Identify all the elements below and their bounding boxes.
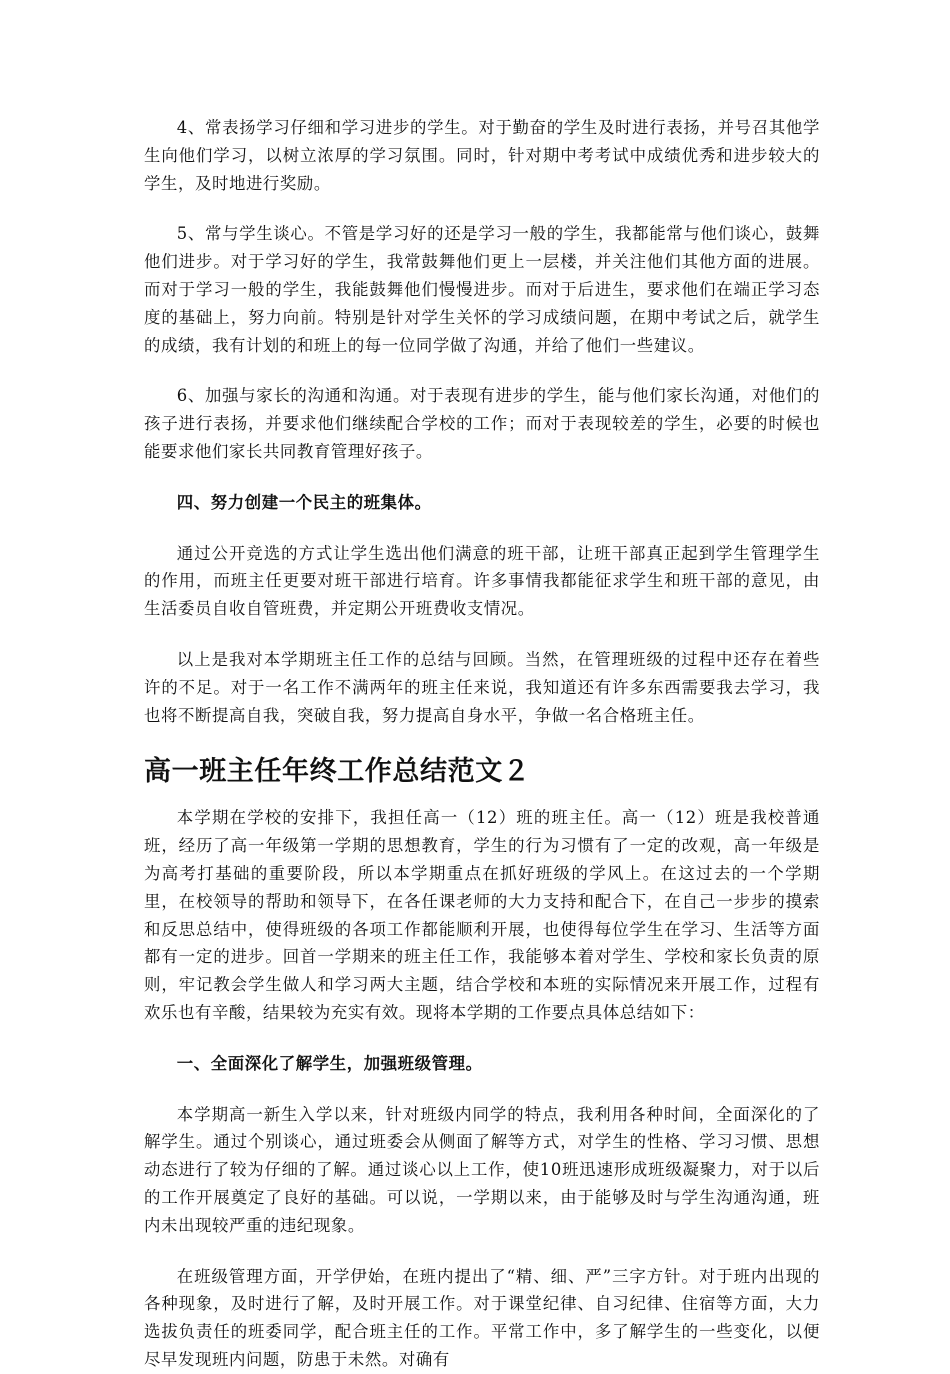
paragraph-class-cadre-election: 通过公开竞选的方式让学生选出他们满意的班干部，让班干部真正起到学生管理学生的作用，而班主任更要对班干部进行培育。许多事情我都能征求学生和班干部的意见，由生活委员自收自管班费，并定期公开班费收支情况。 [144, 543, 820, 619]
paragraph-parent-communication: 6、加强与家长的沟通和沟通。对于表现有进步的学生，能与他们家长沟通，对他们的孩子进行表扬，并要求他们继续配合学校的工作；而对于表现较差的学生，必要的时候也能要求他们家长共同教育管理好孩子。 [144, 386, 820, 461]
paragraph-praise-students: 4、常表扬学习仔细和学习进步的学生。对于勤奋的学生及时进行表扬，并号召其他学生向他们学习，以树立浓厚的学习氛围。同时，针对期中考考试中成绩优秀和进步较大的学生，及时地进行奖励。 [144, 118, 820, 193]
paragraph-understand-students: 本学期高一新生入学以来，针对班级内同学的特点，我利用各种时间，全面深化的了解学生。通过个别谈心，通过班委会从侧面了解等方式，对学生的性格、学习习惯、思想动态进行了较为仔细的了解。通过谈心以上工作，使10班迅速形成班级凝聚力，对于以后的工作开展奠定了良好的基础。可以说，一学期以来，由于能够及时与学生沟通沟通，班内未出现较严重的违纪现象。 [144, 1104, 820, 1235]
section-heading-understand-students: 一、全面深化了解学生，加强班级管理。 [176, 1053, 483, 1073]
document-title-2: 高一班主任年终工作总结范文２ [144, 756, 531, 788]
paragraph-intro: 本学期在学校的安排下，我担任高一（12）班的班主任。高一（12）班是我校普通班，经历了高一年级第一学期的思想教育，学生的行为习惯有了一定的改观，高一年级是为高考打基础的重要阶段，所以本学期重点在抓好班级的学风上。在这过去的一个学期里，在校领导的帮助和领导下，在各任课老师的大力支持和配合下，在自己一步步的摸索和反思总结中，使得班级的各项工作都能顺利开展，也使得每位学生在学习、生活等方面都有一定的进步。回首一学期来的班主任工作，我能够本着对学生、学校和家长负责的原则，牢记教会学生做人和学习两大主题，结合学校和本班的实际情况来开展工作，过程有欢乐也有辛酸，结果较为充实有效。现将本学期的工作要点具体总结如下： [144, 808, 820, 1022]
paragraph-talk-with-students: 5、常与学生谈心。不管是学习好的还是学习一般的学生，我都能常与他们谈心，鼓舞他们进步。对于学习好的学生，我常鼓舞他们更上一层楼，并关注他们其他方面的进展。而对于学习一般的学生，我能鼓舞他们慢慢进步。而对于后进生，要求他们在端正学习态度的基础上，努力向前。特别是针对学生关怀的学习成绩问题，在期中考试之后，就学生的成绩，我有计划的和班上的每一位同学做了沟通，并给了他们一些建议。 [144, 224, 820, 355]
paragraph-class-management: 在班级管理方面，开学伊始，在班内提出了“精、细、严”三字方针。对于班内出现的各种现象，及时进行了解，及时开展工作。对于课堂纪律、自习纪律、住宿等方面，大力选拔负责任的班委同学，配合班主任的工作。平常工作中，多了解学生的一些变化，以便尽早发现班内问题，防患于未然。对确有 [144, 1266, 820, 1369]
section-heading-democratic-class: 四、努力创建一个民主的班集体。 [176, 492, 432, 512]
paragraph-summary-conclusion: 以上是我对本学期班主任工作的总结与回顾。当然，在管理班级的过程中还存在着些许的不足。对于一名工作不满两年的班主任来说，我知道还有许多东西需要我去学习，我也将不断提高自我，突破自我，努力提高自身水平，争做一名合格班主任。 [144, 649, 820, 725]
